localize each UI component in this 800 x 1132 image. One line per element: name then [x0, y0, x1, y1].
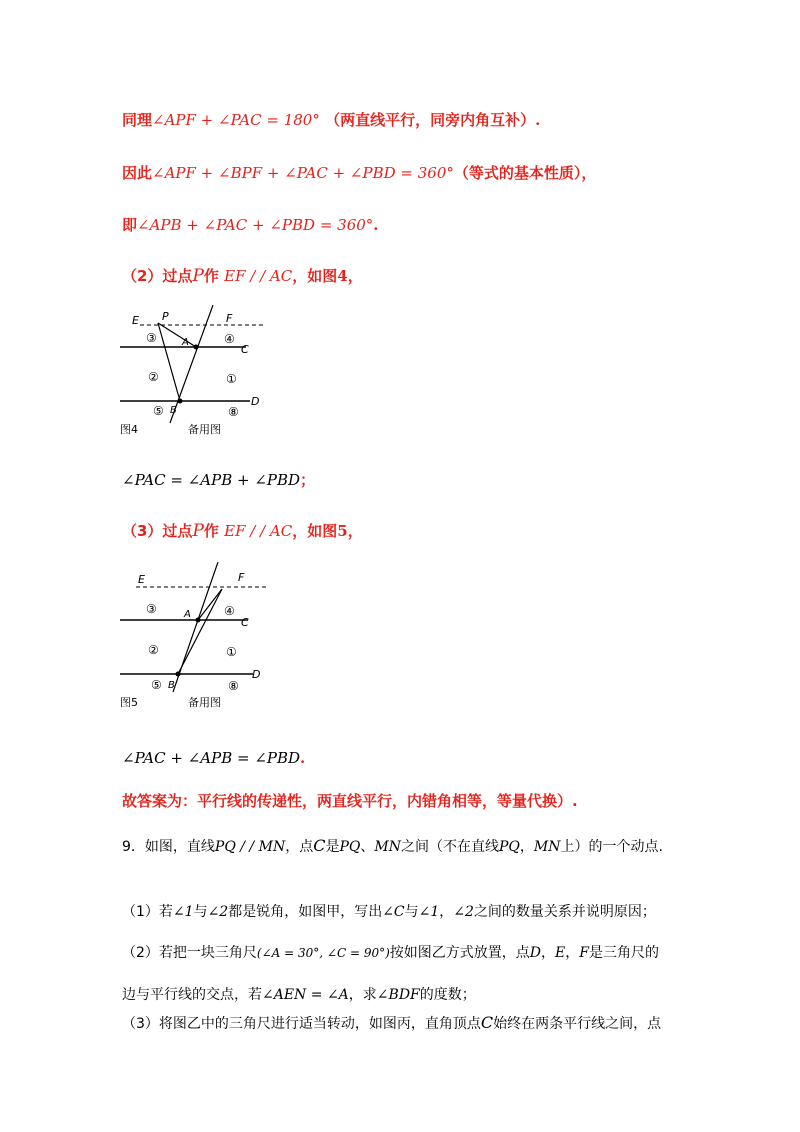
- svg-text:①: ①: [226, 372, 237, 386]
- svg-text:E: E: [138, 573, 145, 586]
- svg-text:⑧: ⑧: [228, 679, 239, 693]
- svg-text:C: C: [241, 343, 249, 356]
- svg-text:②: ②: [148, 370, 159, 384]
- svg-text:F: F: [226, 312, 233, 325]
- proof-line-3: 即∠APB + ∠PAC + ∠PBD = 360°.: [122, 216, 379, 234]
- part-2-heading: （2）过点P作 EF / / AC，如图4，: [122, 266, 363, 286]
- figure-5: [118, 562, 268, 714]
- result-3: ∠PAC + ∠APB = ∠PBD.: [122, 749, 306, 767]
- segment-fb: [178, 589, 222, 674]
- svg-text:①: ①: [226, 645, 237, 659]
- figure-4: [118, 305, 268, 440]
- svg-text:图4: 图4: [120, 423, 138, 436]
- equation-part-3: ∠PAC + ∠APB = ∠PBD: [122, 749, 301, 767]
- svg-text:A: A: [184, 609, 191, 620]
- svg-text:④: ④: [224, 332, 235, 346]
- svg-text:备用图: 备用图: [188, 423, 221, 436]
- svg-text:F: F: [238, 571, 245, 584]
- answer-line: 故答案为：平行线的传递性，两直线平行，内错角相等，等量代换）.: [122, 792, 578, 810]
- equation-2: ∠APF + ∠BPF + ∠PAC + ∠PBD = 360°: [152, 164, 454, 182]
- svg-text:⑤: ⑤: [151, 678, 162, 692]
- proof-line-2: 因此∠APF + ∠BPF + ∠PAC + ∠PBD = 360°（等式的基本性质），: [122, 164, 597, 182]
- result-2: ∠PAC = ∠APB + ∠PBD；: [122, 471, 316, 489]
- point-a: [194, 345, 199, 350]
- svg-text:D: D: [252, 668, 261, 681]
- svg-text:A: A: [182, 337, 189, 348]
- svg-text:②: ②: [148, 643, 159, 657]
- question-9-part-2-cont: 边与平行线的交点，若∠AEN = ∠A，求∠BDF的度数；: [122, 987, 476, 1003]
- point-a: [196, 618, 201, 623]
- svg-text:⑧: ⑧: [228, 405, 239, 419]
- question-9-part-3: （3）将图乙中的三角尺进行适当转动，如图丙，直角顶点C始终在两条平行线之间，点: [122, 1013, 662, 1032]
- svg-text:P: P: [162, 310, 169, 323]
- segment-fa: [198, 589, 222, 620]
- svg-text:⑤: ⑤: [153, 404, 164, 418]
- svg-text:E: E: [132, 314, 139, 327]
- svg-text:D: D: [251, 395, 260, 408]
- svg-text:图5: 图5: [120, 696, 138, 709]
- question-9-part-1: （1）若∠1与∠2都是锐角，如图甲，写出∠C与∠1，∠2之间的数量关系并说明原因；: [122, 904, 656, 920]
- point-b: [176, 672, 181, 677]
- proof-line-1: 同理∠APF + ∠PAC = 180° （两直线平行，同旁内角互补）.: [122, 111, 541, 129]
- svg-text:B: B: [170, 405, 177, 416]
- svg-text:B: B: [168, 680, 175, 691]
- svg-text:③: ③: [146, 602, 157, 616]
- equation-1: ∠APF + ∠PAC = 180°: [152, 111, 320, 129]
- part-3-heading: （3）过点P作 EF / / AC，如图5，: [122, 521, 363, 541]
- point-b: [178, 399, 183, 404]
- question-9-part-2: （2）若把一块三角尺(∠A = 30°, ∠C = 90°)按如图乙方式放置，点D，E，F是三角尺的: [122, 945, 659, 961]
- question-9: 9．如图，直线PQ / / MN，点C是PQ、MN之间（不在直线PQ，MN上）的一个动点.: [122, 836, 663, 855]
- svg-text:③: ③: [146, 331, 157, 345]
- equation-3: ∠APB + ∠PAC + ∠PBD = 360°: [137, 216, 374, 234]
- svg-text:C: C: [241, 616, 249, 629]
- svg-text:备用图: 备用图: [188, 696, 221, 709]
- equation-part-2: ∠PAC = ∠APB + ∠PBD: [122, 471, 301, 489]
- svg-text:④: ④: [224, 604, 235, 618]
